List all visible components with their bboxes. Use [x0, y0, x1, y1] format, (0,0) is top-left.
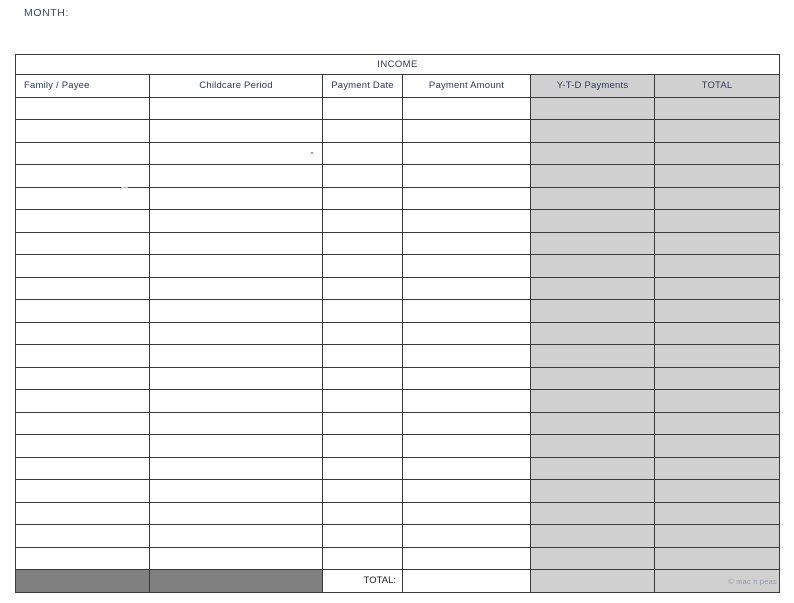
cell-payment-amount[interactable]	[403, 97, 531, 120]
table-row[interactable]	[16, 300, 780, 323]
table-row[interactable]	[16, 412, 780, 435]
cell-payment-amount[interactable]	[403, 390, 531, 413]
table-footer-row	[16, 570, 780, 593]
footer-spacer-2	[150, 570, 323, 593]
cell-childcare-period[interactable]	[150, 525, 323, 548]
cell-total[interactable]	[655, 165, 780, 188]
cell-payment-date[interactable]	[323, 480, 403, 503]
cell-childcare-period[interactable]	[150, 300, 323, 323]
cell-total[interactable]	[655, 142, 780, 165]
table-row[interactable]	[16, 480, 780, 503]
cell-childcare-period[interactable]	[150, 277, 323, 300]
cell-total[interactable]	[655, 525, 780, 548]
cell-payment-date[interactable]	[323, 142, 403, 165]
table-row[interactable]	[16, 322, 780, 345]
table-row[interactable]	[16, 435, 780, 458]
cell-childcare-period[interactable]	[150, 367, 323, 390]
cell-total[interactable]	[655, 97, 780, 120]
cell-family-payee[interactable]	[16, 457, 150, 480]
footer-ytd-cell	[531, 570, 655, 593]
column-header-ytd-payments: Y-T-D Payments	[531, 75, 655, 98]
cell-total[interactable]	[655, 300, 780, 323]
cell-payment-date[interactable]	[323, 435, 403, 458]
cell-family-payee[interactable]	[16, 120, 150, 143]
column-header-total: TOTAL	[655, 75, 780, 98]
cell-ytd-payments[interactable]	[531, 232, 655, 255]
table-row[interactable]	[16, 97, 780, 120]
cell-payment-amount[interactable]	[403, 412, 531, 435]
cell-payment-date[interactable]	[323, 232, 403, 255]
cell-childcare-period[interactable]	[150, 502, 323, 525]
cell-payment-amount[interactable]	[403, 435, 531, 458]
cell-payment-amount[interactable]	[403, 210, 531, 233]
cell-payment-date[interactable]	[323, 367, 403, 390]
cell-family-payee[interactable]	[16, 210, 150, 233]
cell-family-payee[interactable]	[16, 480, 150, 503]
cell-childcare-period[interactable]	[150, 547, 323, 570]
cell-payment-amount[interactable]	[403, 480, 531, 503]
cell-total[interactable]	[655, 457, 780, 480]
cell-childcare-period[interactable]	[150, 345, 323, 368]
cell-total[interactable]	[655, 390, 780, 413]
cell-payment-date[interactable]	[323, 165, 403, 188]
footer-total-label: TOTAL:	[323, 570, 403, 593]
cell-family-payee[interactable]	[16, 187, 150, 210]
cell-total[interactable]	[655, 255, 780, 278]
month-label: MONTH:	[24, 7, 70, 19]
cell-total[interactable]	[655, 345, 780, 368]
cell-family-payee[interactable]	[16, 390, 150, 413]
table-row[interactable]	[16, 525, 780, 548]
cell-payment-amount[interactable]	[403, 142, 531, 165]
cell-total[interactable]	[655, 502, 780, 525]
cell-total[interactable]	[655, 277, 780, 300]
cell-childcare-period[interactable]	[150, 210, 323, 233]
cell-family-payee[interactable]	[16, 165, 150, 188]
cell-ytd-payments[interactable]	[531, 480, 655, 503]
cell-childcare-period[interactable]	[150, 480, 323, 503]
cell-total[interactable]	[655, 210, 780, 233]
cell-childcare-period[interactable]	[150, 120, 323, 143]
cell-payment-amount[interactable]	[403, 457, 531, 480]
cell-payment-date[interactable]	[323, 97, 403, 120]
cell-payment-date[interactable]	[323, 412, 403, 435]
cell-ytd-payments[interactable]	[531, 142, 655, 165]
table-row[interactable]	[16, 345, 780, 368]
cell-payment-amount[interactable]	[403, 322, 531, 345]
cell-total[interactable]	[655, 187, 780, 210]
cell-childcare-period[interactable]	[150, 255, 323, 278]
cell-payment-date[interactable]	[323, 457, 403, 480]
cell-payment-amount[interactable]	[403, 232, 531, 255]
cell-childcare-period[interactable]	[150, 97, 323, 120]
cell-family-payee[interactable]	[16, 547, 150, 570]
cell-ytd-payments[interactable]	[531, 502, 655, 525]
cell-ytd-payments[interactable]	[531, 435, 655, 458]
cell-total[interactable]	[655, 367, 780, 390]
table-row[interactable]	[16, 165, 780, 188]
cell-family-payee[interactable]	[16, 345, 150, 368]
cell-payment-date[interactable]	[323, 547, 403, 570]
cell-family-payee[interactable]	[16, 232, 150, 255]
cell-payment-date[interactable]	[323, 187, 403, 210]
cell-family-payee[interactable]	[16, 97, 150, 120]
table-row[interactable]	[16, 457, 780, 480]
credit-text: © mac n peas	[728, 577, 777, 586]
column-header-childcare-period: Childcare Period	[150, 75, 323, 98]
cell-ytd-payments[interactable]	[531, 367, 655, 390]
cell-total[interactable]	[655, 120, 780, 143]
cell-ytd-payments[interactable]	[531, 255, 655, 278]
cell-ytd-payments[interactable]	[531, 525, 655, 548]
table-row[interactable]	[16, 187, 780, 210]
cell-ytd-payments[interactable]	[531, 97, 655, 120]
cell-ytd-payments[interactable]	[531, 120, 655, 143]
cell-family-payee[interactable]	[16, 412, 150, 435]
cell-payment-amount[interactable]	[403, 367, 531, 390]
cell-family-payee[interactable]	[16, 367, 150, 390]
cell-ytd-payments[interactable]	[531, 277, 655, 300]
cell-payment-date[interactable]	[323, 322, 403, 345]
column-header-payment-date: Payment Date	[323, 75, 403, 98]
cell-payment-amount[interactable]	[403, 300, 531, 323]
table-header-row	[16, 75, 780, 98]
cell-childcare-period[interactable]	[150, 412, 323, 435]
cell-ytd-payments[interactable]	[531, 187, 655, 210]
cell-payment-amount[interactable]	[403, 547, 531, 570]
cell-total[interactable]	[655, 412, 780, 435]
cell-childcare-period[interactable]	[150, 457, 323, 480]
income-table	[15, 54, 780, 593]
column-header-family-payee: Family / Payee	[16, 75, 150, 98]
cell-ytd-payments[interactable]	[531, 322, 655, 345]
cell-family-payee[interactable]	[16, 525, 150, 548]
cell-childcare-period[interactable]	[150, 142, 323, 165]
table-row[interactable]	[16, 390, 780, 413]
cell-total[interactable]	[655, 547, 780, 570]
cell-childcare-period[interactable]	[150, 435, 323, 458]
table-title-row	[16, 55, 780, 75]
cell-payment-amount[interactable]	[403, 345, 531, 368]
cell-family-payee[interactable]	[16, 322, 150, 345]
cell-payment-amount[interactable]	[403, 502, 531, 525]
cell-family-payee[interactable]	[16, 255, 150, 278]
cell-childcare-period[interactable]	[150, 232, 323, 255]
cell-childcare-period[interactable]	[150, 390, 323, 413]
cell-payment-date[interactable]	[323, 502, 403, 525]
cell-payment-amount[interactable]	[403, 255, 531, 278]
table-row[interactable]	[16, 120, 780, 143]
table-row[interactable]	[16, 210, 780, 233]
cell-ytd-payments[interactable]	[531, 547, 655, 570]
cell-family-payee[interactable]	[16, 142, 150, 165]
cell-payment-date[interactable]	[323, 120, 403, 143]
cell-total[interactable]	[655, 435, 780, 458]
footer-total-value[interactable]	[403, 570, 531, 593]
cell-payment-amount[interactable]	[403, 120, 531, 143]
cell-payment-date[interactable]	[323, 390, 403, 413]
cell-total[interactable]	[655, 322, 780, 345]
cell-ytd-payments[interactable]	[531, 300, 655, 323]
cell-total[interactable]	[655, 480, 780, 503]
cell-childcare-period[interactable]	[150, 165, 323, 188]
cell-family-payee[interactable]	[16, 277, 150, 300]
table-row[interactable]	[16, 367, 780, 390]
cell-payment-amount[interactable]	[403, 277, 531, 300]
cell-ytd-payments[interactable]	[531, 390, 655, 413]
cell-total[interactable]	[655, 232, 780, 255]
cell-family-payee[interactable]	[16, 300, 150, 323]
cell-ytd-payments[interactable]	[531, 210, 655, 233]
cell-payment-amount[interactable]	[403, 187, 531, 210]
cell-childcare-period[interactable]	[150, 322, 323, 345]
cell-payment-amount[interactable]	[403, 525, 531, 548]
cell-ytd-payments[interactable]	[531, 345, 655, 368]
cell-payment-date[interactable]	[323, 525, 403, 548]
stray-mark	[311, 152, 313, 154]
cell-payment-date[interactable]	[323, 277, 403, 300]
cell-payment-date[interactable]	[323, 255, 403, 278]
table-row[interactable]	[16, 502, 780, 525]
column-header-payment-amount: Payment Amount	[403, 75, 531, 98]
table-row[interactable]	[16, 232, 780, 255]
cell-family-payee[interactable]	[16, 435, 150, 458]
cell-family-payee[interactable]	[16, 502, 150, 525]
cell-ytd-payments[interactable]	[531, 165, 655, 188]
table-title: INCOME	[16, 55, 780, 75]
cell-payment-date[interactable]	[323, 300, 403, 323]
table-row[interactable]	[16, 142, 780, 165]
table-row[interactable]	[16, 277, 780, 300]
cell-ytd-payments[interactable]	[531, 457, 655, 480]
cell-ytd-payments[interactable]	[531, 412, 655, 435]
cell-childcare-period[interactable]	[150, 187, 323, 210]
cell-payment-date[interactable]	[323, 210, 403, 233]
cell-payment-date[interactable]	[323, 345, 403, 368]
stray-mark	[121, 187, 128, 188]
table-row[interactable]	[16, 547, 780, 570]
table-row[interactable]	[16, 255, 780, 278]
footer-spacer-1	[16, 570, 150, 593]
cell-payment-amount[interactable]	[403, 165, 531, 188]
